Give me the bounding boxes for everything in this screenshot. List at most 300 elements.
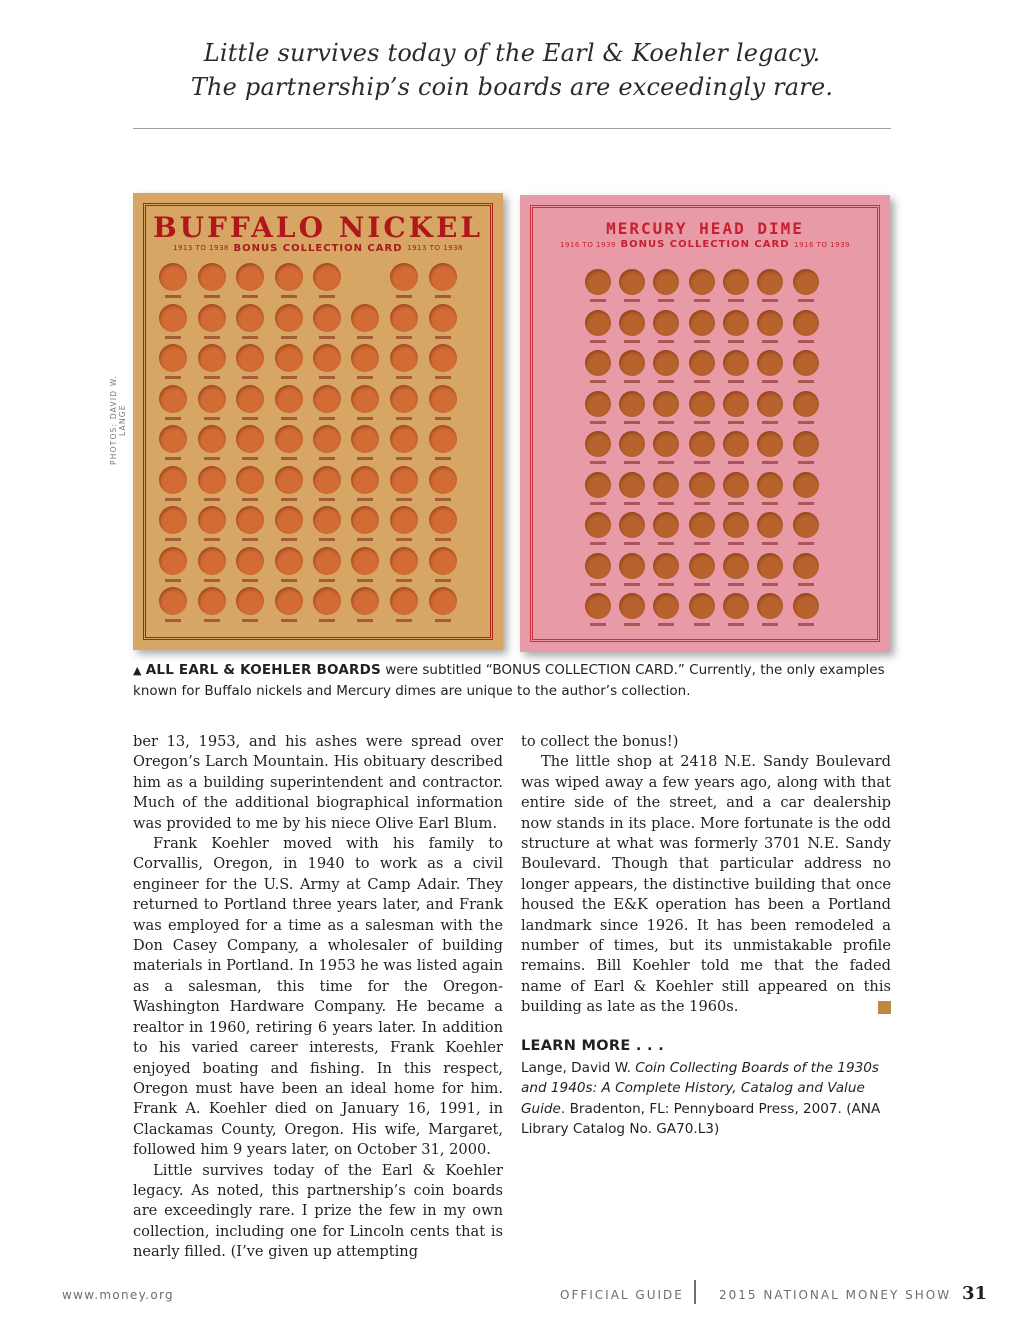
coin-date-label (762, 461, 778, 464)
coin-hole (585, 350, 611, 376)
footer-show: 2015 NATIONAL MONEY SHOW (719, 1288, 952, 1302)
coin-hole (198, 304, 226, 332)
coin-hole (198, 344, 226, 372)
coin-hole (275, 304, 303, 332)
coin-hole (723, 350, 749, 376)
coin-date-label (281, 579, 297, 582)
board-dates-right: 1916 TO 1939 (794, 241, 850, 249)
coin-date-label (357, 457, 373, 460)
coin-date-label (694, 380, 710, 383)
coin-date-label (357, 417, 373, 420)
coin-date-label (204, 457, 220, 460)
coin-date-label (624, 380, 640, 383)
coin-hole (313, 385, 341, 413)
coin-hole (653, 472, 679, 498)
coin-hole (793, 593, 819, 619)
coin-date-label (658, 502, 674, 505)
coin-hole (351, 304, 379, 332)
coin-date-label (694, 421, 710, 424)
coin-hole (619, 472, 645, 498)
coin-hole (689, 310, 715, 336)
coin-hole (619, 310, 645, 336)
coin-hole (390, 263, 418, 291)
coin-date-label (694, 340, 710, 343)
coin-hole (351, 547, 379, 575)
coin-hole (236, 587, 264, 615)
reference-title: Coin Collecting Boards of the 1930s and 1940s: A Complete History, Catalog and Value Guide (521, 1060, 879, 1117)
coin-date-label (435, 417, 451, 420)
coin-date-label (435, 336, 451, 339)
coin-date-label (242, 498, 258, 501)
coin-hole (159, 506, 187, 534)
coin-hole (585, 593, 611, 619)
coin-hole (429, 506, 457, 534)
coin-date-label (396, 619, 412, 622)
coin-date-label (435, 619, 451, 622)
coin-date-label (204, 417, 220, 420)
coin-date-label (590, 542, 606, 545)
coin-hole (429, 587, 457, 615)
coin-date-label (762, 542, 778, 545)
paragraph (521, 752, 891, 1017)
paragraph: to collect the bonus!) (521, 733, 679, 750)
buffalo-nickel-board-photo (133, 193, 503, 650)
coin-hole (198, 466, 226, 494)
photo-caption (133, 660, 893, 701)
coin-date-label (396, 417, 412, 420)
coin-date-label (165, 498, 181, 501)
coin-date-label (319, 579, 335, 582)
coin-hole (390, 344, 418, 372)
coin-date-label (242, 538, 258, 541)
coin-hole (313, 425, 341, 453)
page-number: 31 (962, 1283, 988, 1304)
coin-hole (390, 425, 418, 453)
coin-hole (159, 466, 187, 494)
coin-hole (236, 547, 264, 575)
coin-date-label (281, 376, 297, 379)
coin-hole (429, 263, 457, 291)
coin-date-label (590, 421, 606, 424)
photo-credit: PHOTOS: DAVID W. LANGE (109, 374, 127, 466)
coin-date-label (242, 295, 258, 298)
coin-date-label (624, 583, 640, 586)
coin-date-label (396, 579, 412, 582)
board-title: MERCURY HEAD DIME (606, 219, 804, 238)
coin-date-label (728, 340, 744, 343)
coin-hole (653, 350, 679, 376)
pull-quote (133, 36, 891, 104)
coin-hole (275, 506, 303, 534)
coin-hole (757, 391, 783, 417)
coin-hole (236, 506, 264, 534)
coin-hole (236, 425, 264, 453)
pull-quote-divider (133, 128, 891, 129)
coin-date-label (281, 457, 297, 460)
coin-date-label (242, 619, 258, 622)
coin-date-label (624, 340, 640, 343)
coin-hole (619, 350, 645, 376)
coin-hole (351, 587, 379, 615)
coin-date-label (357, 579, 373, 582)
board-subtitle: BONUS COLLECTION CARD (233, 243, 403, 254)
coin-date-label (728, 380, 744, 383)
coin-hole (757, 553, 783, 579)
coin-hole (619, 391, 645, 417)
coin-hole (198, 425, 226, 453)
coin-date-label (396, 538, 412, 541)
coin-hole (653, 391, 679, 417)
coin-date-label (694, 299, 710, 302)
coin-hole (757, 512, 783, 538)
coin-hole (351, 425, 379, 453)
coin-hole (198, 263, 226, 291)
coin-hole (689, 391, 715, 417)
coin-hole (653, 512, 679, 538)
coin-date-label (658, 623, 674, 626)
coin-hole (723, 553, 749, 579)
coin-hole (159, 425, 187, 453)
coin-date-label (798, 380, 814, 383)
coin-date-label (435, 376, 451, 379)
coin-hole (793, 431, 819, 457)
coin-hole (159, 385, 187, 413)
coin-date-label (728, 542, 744, 545)
paragraph: Frank Koehler moved with his family to Corvallis, Oregon, in 1940 to work as a civil engineer for the U.S. Army at Camp Adair. They returned to Portland three years later, and Frank was employed for a time as a salesman with the Don Casey Company, a wholesaler of building materials in Portland. In 1953 he was listed again as a salesman, this time for the Oregon-Washington Hardware Company. He became a realtor in 1960, retiring 6 years later. In addition to his varied career interests, Frank Koehler enjoyed boating and fishing. In this respect, Oregon must have been an ideal home for him. Frank A. Koehler died on January 16, 1991, in Clackamas County, Oregon. His wife, Margaret, followed him 9 years later, on October 31, 2000. (133, 835, 503, 1159)
coin-date-label (728, 299, 744, 302)
coin-date-label (204, 538, 220, 541)
coin-date-label (762, 299, 778, 302)
coin-date-label (798, 542, 814, 545)
coin-date-label (694, 583, 710, 586)
coin-date-label (357, 376, 373, 379)
coin-hole (236, 304, 264, 332)
coin-date-label (357, 498, 373, 501)
coin-date-label (798, 421, 814, 424)
coin-hole (351, 344, 379, 372)
coin-date-label (624, 623, 640, 626)
coin-hole (585, 431, 611, 457)
board-title: BUFFALO NICKEL (152, 211, 484, 244)
coin-date-label (658, 380, 674, 383)
coin-hole (585, 472, 611, 498)
coin-date-label (590, 299, 606, 302)
coin-date-label (319, 619, 335, 622)
coin-hole (275, 587, 303, 615)
coin-hole (653, 593, 679, 619)
coin-hole (390, 466, 418, 494)
coin-hole (723, 269, 749, 295)
coin-hole (723, 512, 749, 538)
coin-hole (275, 385, 303, 413)
coin-date-label (728, 502, 744, 505)
coin-hole (619, 431, 645, 457)
coin-date-label (165, 579, 181, 582)
coin-date-label (658, 542, 674, 545)
coin-date-label (798, 461, 814, 464)
coin-date-label (357, 619, 373, 622)
coin-hole (159, 304, 187, 332)
coin-date-label (798, 583, 814, 586)
coin-date-label (281, 538, 297, 541)
coin-hole-grid (520, 195, 890, 652)
coin-date-label (319, 376, 335, 379)
coin-date-label (798, 623, 814, 626)
coin-date-label (590, 502, 606, 505)
coin-hole (689, 472, 715, 498)
coin-date-label (590, 380, 606, 383)
coin-date-label (762, 340, 778, 343)
coin-date-label (624, 461, 640, 464)
coin-hole (689, 593, 715, 619)
coin-date-label (242, 336, 258, 339)
coin-hole (390, 506, 418, 534)
coin-hole (275, 547, 303, 575)
coin-date-label (396, 457, 412, 460)
coin-hole (429, 466, 457, 494)
coin-date-label (281, 295, 297, 298)
coin-date-label (762, 623, 778, 626)
coin-date-label (396, 376, 412, 379)
coin-date-label (281, 498, 297, 501)
coin-date-label (242, 376, 258, 379)
coin-hole (619, 553, 645, 579)
coin-date-label (624, 421, 640, 424)
coin-hole (198, 506, 226, 534)
coin-date-label (319, 295, 335, 298)
coin-date-label (590, 340, 606, 343)
coin-hole (351, 385, 379, 413)
coin-hole (351, 466, 379, 494)
coin-hole (723, 310, 749, 336)
coin-hole (429, 547, 457, 575)
coin-date-label (658, 299, 674, 302)
coin-date-label (624, 502, 640, 505)
coin-date-label (590, 583, 606, 586)
footer-url: www.money.org (62, 1288, 174, 1302)
coin-date-label (762, 502, 778, 505)
coin-hole (757, 350, 783, 376)
coin-hole (313, 587, 341, 615)
coin-hole (723, 391, 749, 417)
end-of-article-icon (878, 1001, 891, 1014)
coin-hole (723, 593, 749, 619)
coin-hole (653, 310, 679, 336)
coin-date-label (204, 336, 220, 339)
coin-hole (757, 310, 783, 336)
coin-date-label (281, 619, 297, 622)
coin-hole (236, 385, 264, 413)
coin-date-label (165, 457, 181, 460)
coin-hole (653, 553, 679, 579)
coin-date-label (762, 380, 778, 383)
pull-quote-line-2: The partnership’s coin boards are exceedingly rare. (190, 73, 834, 101)
coin-date-label (242, 417, 258, 420)
caption-text: were subtitled “BONUS COLLECTION CARD.” Currently, the only examples known for Buffalo nickels and Mercury dimes are unique to the author’s collection. (133, 662, 885, 699)
coin-date-label (204, 619, 220, 622)
coin-date-label (396, 498, 412, 501)
coin-date-label (204, 376, 220, 379)
coin-hole (390, 587, 418, 615)
coin-date-label (590, 623, 606, 626)
coin-date-label (165, 538, 181, 541)
coin-hole (689, 512, 715, 538)
coin-date-label (165, 376, 181, 379)
coin-hole (757, 593, 783, 619)
body-column-left (133, 732, 503, 1263)
coin-hole (793, 269, 819, 295)
coin-hole-grid (133, 193, 503, 650)
coin-date-label (281, 417, 297, 420)
coin-date-label (762, 421, 778, 424)
coin-hole (236, 344, 264, 372)
coin-hole (689, 553, 715, 579)
coin-hole (723, 472, 749, 498)
coin-hole (689, 431, 715, 457)
coin-hole (619, 593, 645, 619)
coin-hole (793, 553, 819, 579)
coin-hole (793, 472, 819, 498)
coin-date-label (435, 579, 451, 582)
coin-hole (619, 269, 645, 295)
coin-date-label (694, 542, 710, 545)
coin-date-label (357, 336, 373, 339)
coin-date-label (694, 623, 710, 626)
coin-hole (723, 431, 749, 457)
coin-date-label (798, 502, 814, 505)
coin-hole (159, 547, 187, 575)
coin-date-label (435, 498, 451, 501)
coin-date-label (435, 295, 451, 298)
coin-hole (313, 304, 341, 332)
paragraph-text: The little shop at 2418 N.E. Sandy Boulevard was wiped away a few years ago, along with that entire side of the street, and a car dealership now stands in its place. More fortunate is the odd structure at what was formerly 3701 N.E. Sandy Boulevard. Though that particular address no longer appears, the distinctive building that once housed the E&K operation has been a Portland landmark since 1926. It has been remodeled a number of times, but its unmistakable profile remains. Bill Koehler told me that the faded name of Earl & Koehler still appeared on this building as late as the 1960s. (521, 753, 891, 1016)
coin-date-label (396, 295, 412, 298)
coin-date-label (435, 538, 451, 541)
caption-lead: ALL EARL & KOEHLER BOARDS (145, 662, 381, 678)
coin-hole (757, 269, 783, 295)
coin-hole (653, 269, 679, 295)
coin-hole (236, 263, 264, 291)
coin-hole (793, 350, 819, 376)
coin-date-label (658, 340, 674, 343)
coin-date-label (281, 336, 297, 339)
coin-hole (313, 506, 341, 534)
coin-date-label (694, 461, 710, 464)
coin-date-label (694, 502, 710, 505)
paragraph: Little survives today of the Earl & Koehler legacy. As noted, this partnership’s coin boards are exceedingly rare. I prize the few in my own collection, including one for Lincoln cents that is nearly filled. (I’ve given up attempting (133, 1161, 503, 1261)
reference-publisher: . Bradenton, FL: Pennyboard Press, 2007. (ANA Library Catalog No. GA70.L3) (521, 1100, 881, 1138)
board-subtitle: BONUS COLLECTION CARD (620, 239, 790, 250)
coin-hole (585, 512, 611, 538)
coin-hole (159, 344, 187, 372)
coin-date-label (590, 461, 606, 464)
footer-guide: OFFICIAL GUIDE (560, 1288, 684, 1302)
coin-date-label (204, 498, 220, 501)
coin-date-label (165, 619, 181, 622)
coin-hole (689, 269, 715, 295)
coin-hole (198, 385, 226, 413)
coin-hole (390, 547, 418, 575)
coin-hole (390, 385, 418, 413)
coin-hole (429, 304, 457, 332)
coin-hole (619, 512, 645, 538)
coin-date-label (204, 579, 220, 582)
coin-hole (159, 587, 187, 615)
coin-hole (313, 547, 341, 575)
coin-hole (198, 547, 226, 575)
mercury-dime-board-photo (520, 195, 890, 652)
coin-hole (313, 466, 341, 494)
coin-date-label (435, 457, 451, 460)
coin-hole (585, 310, 611, 336)
coin-hole (390, 304, 418, 332)
coin-date-label (658, 421, 674, 424)
coin-hole (793, 391, 819, 417)
reference-author: Lange, David W. (521, 1060, 636, 1076)
board-dates-left: 1916 TO 1939 (560, 241, 616, 249)
coin-hole (313, 263, 341, 291)
coin-date-label (319, 336, 335, 339)
learn-more-reference (521, 1058, 891, 1140)
coin-hole (653, 431, 679, 457)
coin-hole (689, 350, 715, 376)
learn-more-heading: LEARN MORE . . . (521, 1038, 665, 1054)
coin-date-label (658, 461, 674, 464)
coin-date-label (165, 417, 181, 420)
coin-hole (585, 269, 611, 295)
coin-date-label (728, 421, 744, 424)
coin-date-label (728, 623, 744, 626)
coin-hole (198, 587, 226, 615)
coin-date-label (204, 295, 220, 298)
coin-date-label (319, 538, 335, 541)
coin-date-label (396, 336, 412, 339)
coin-date-label (242, 579, 258, 582)
coin-hole (585, 553, 611, 579)
coin-date-label (728, 583, 744, 586)
board-dates-right: 1913 TO 1938 (407, 244, 463, 252)
coin-hole (429, 344, 457, 372)
body-column-right (521, 732, 891, 1018)
coin-hole (236, 466, 264, 494)
coin-hole (275, 263, 303, 291)
coin-hole (429, 425, 457, 453)
footer-divider (694, 1280, 696, 1304)
coin-hole (757, 472, 783, 498)
coin-date-label (319, 498, 335, 501)
coin-hole (275, 466, 303, 494)
coin-date-label (319, 457, 335, 460)
coin-hole (757, 431, 783, 457)
coin-date-label (728, 461, 744, 464)
coin-date-label (319, 417, 335, 420)
coin-hole (351, 506, 379, 534)
paragraph: ber 13, 1953, and his ashes were spread over Oregon’s Larch Mountain. His obituary described him as a building superintendent and contractor. Much of the additional biographical information was provided to me by his niece Olive Earl Blum. (133, 733, 503, 832)
coin-hole (313, 344, 341, 372)
coin-date-label (624, 542, 640, 545)
coin-date-label (242, 457, 258, 460)
coin-date-label (165, 336, 181, 339)
coin-hole (793, 310, 819, 336)
pull-quote-line-1: Little survives today of the Earl & Koehler legacy. (203, 39, 821, 67)
coin-date-label (658, 583, 674, 586)
coin-hole (585, 391, 611, 417)
coin-date-label (798, 299, 814, 302)
coin-hole (793, 512, 819, 538)
coin-date-label (762, 583, 778, 586)
coin-hole (159, 263, 187, 291)
caption-arrow-icon: ▲ (133, 664, 142, 677)
